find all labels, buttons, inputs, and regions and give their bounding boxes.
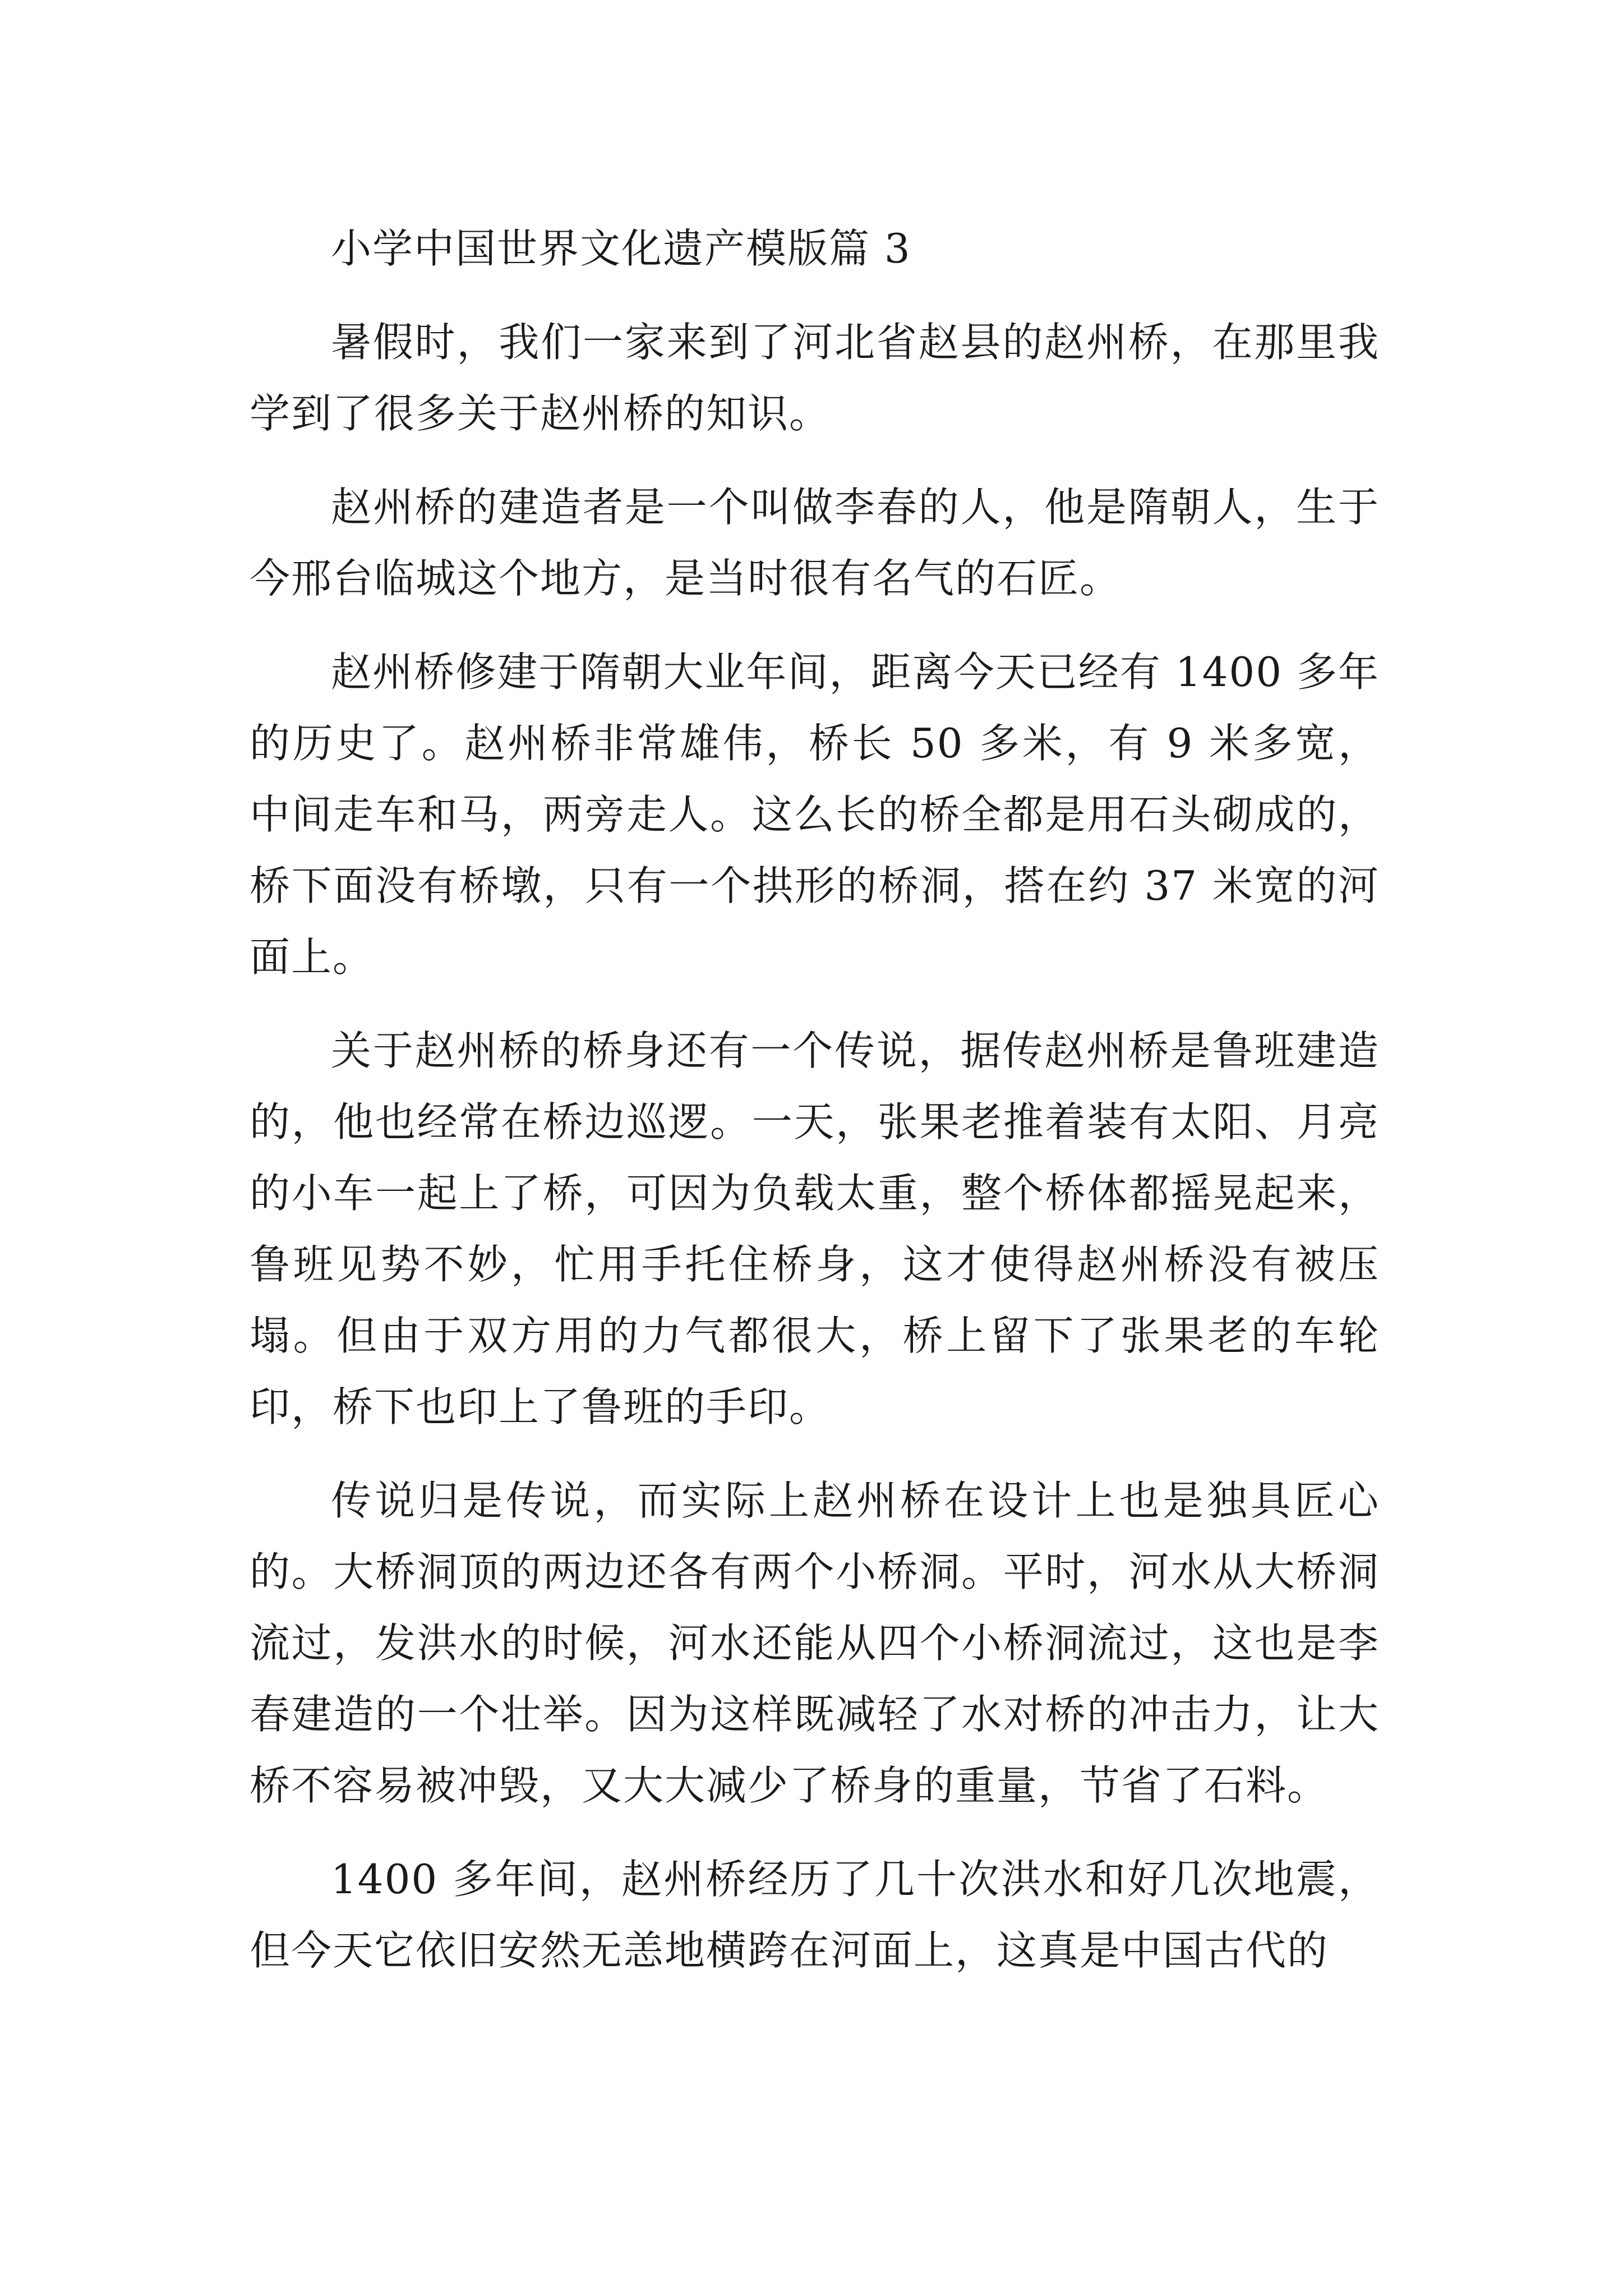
document-title: 小学中国世界文化遗产模版篇 3 [331, 225, 911, 272]
paragraph-6: 1400 多年间，赵州桥经历了几十次洪水和好几次地震，但今天它依旧安然无恙地横跨在河面上，这真是中国古代的 [250, 1856, 1380, 1974]
paragraph-2: 赵州桥的建造者是一个叫做李春的人，他是隋朝人，生于今邢台临城这个地方，是当时很有名气的石匠。 [250, 484, 1380, 602]
paragraph-5: 传说归是传说，而实际上赵州桥在设计上也是独具匠心的。大桥洞顶的两边还各有两个小桥洞。平时，河水从大桥洞流过，发洪水的时候，河水还能从四个小桥洞流过，这也是李春建造的一个壮举。因为这样既减轻了水对桥的冲击力，让大桥不容易被冲毁，又大大减少了桥身的重量，节省了石料。 [250, 1477, 1380, 1809]
paragraph-1: 暑假时，我们一家来到了河北省赵县的赵州桥，在那里我学到了很多关于赵州桥的知识。 [250, 319, 1380, 437]
paragraph-4: 关于赵州桥的桥身还有一个传说，据传赵州桥是鲁班建造的，他也经常在桥边巡逻。一天，张果老推着装有太阳、月亮的小车一起上了桥，可因为负载太重，整个桥体都摇晃起来，鲁班见势不妙，忙用手托住桥身，这才使得赵州桥没有被压塌。但由于双方用的力气都很大，桥上留下了张果老的车轮印，桥下也印上了鲁班的手印。 [250, 1027, 1380, 1430]
paragraph-3: 赵州桥修建于隋朝大业年间，距离今天已经有 1400 多年的历史了。赵州桥非常雄伟，桥长 50 多米，有 9 米多宽，中间走车和马，两旁走人。这么长的桥全都是用石头砌成的，桥下面没有桥墩，只有一个拱形的桥洞，搭在约 37 米宽的河面上。 [250, 648, 1380, 981]
document-body [250, 213, 1380, 1986]
